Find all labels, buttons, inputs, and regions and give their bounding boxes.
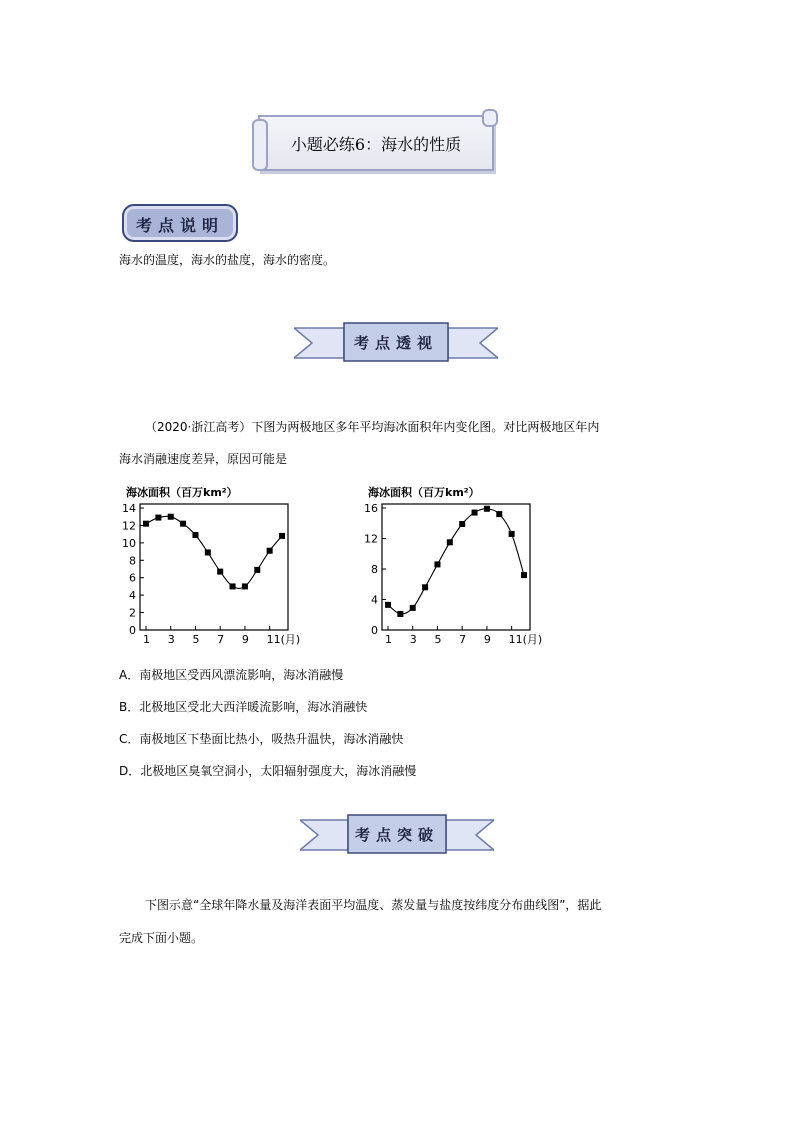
data-point <box>472 510 478 516</box>
chart1-south <box>108 498 308 648</box>
chart1-ylabel: 海冰面积（百万km²） <box>126 486 238 499</box>
explain-text: 海水的温度，海水的盐度，海水的密度。 <box>119 253 336 267</box>
breakthrough-line-1: 下图示意“全球年降水量及海洋表面平均温度、蒸发量与盐度按纬度分布曲线图”，据此 <box>145 898 602 912</box>
series-line <box>146 516 282 588</box>
explain-badge-label: 考点说明 <box>135 216 224 235</box>
breakthrough-banner-label: 考点突破 <box>354 826 439 844</box>
x-tick-label: 11(月) <box>508 633 543 646</box>
data-point <box>155 515 161 521</box>
data-point <box>217 569 223 575</box>
y-tick-label: 12 <box>364 532 378 546</box>
scroll-curl-right <box>482 109 498 127</box>
question-line-2: 海水消融速度差异，原因可能是 <box>119 452 288 466</box>
x-tick-label: 5 <box>192 633 200 646</box>
data-point <box>422 584 428 590</box>
insight-banner <box>294 322 498 364</box>
y-tick-label: 6 <box>129 571 136 585</box>
x-tick-label: 3 <box>167 633 175 646</box>
data-point <box>496 511 502 517</box>
y-tick-label: 4 <box>129 589 136 603</box>
option-c: C．南极地区下垫面比热小，吸热升温快，海冰消融快 <box>119 732 404 746</box>
chart2-north <box>350 498 550 648</box>
x-tick-label: 1 <box>385 633 392 646</box>
y-tick-label: 0 <box>129 624 136 637</box>
data-point <box>192 532 198 538</box>
data-point <box>459 521 465 527</box>
series-line <box>388 509 524 614</box>
data-point <box>509 531 515 537</box>
data-point <box>484 506 490 512</box>
explain-badge <box>122 204 238 242</box>
data-point <box>397 611 403 617</box>
x-tick-label: 7 <box>459 633 467 646</box>
option-d: D．北极地区臭氧空洞小，太阳辐射强度大，海冰消融慢 <box>119 764 417 778</box>
y-tick-label: 14 <box>122 502 136 515</box>
data-point <box>385 602 391 608</box>
x-tick-label: 11(月) <box>266 633 301 646</box>
data-point <box>279 533 285 539</box>
insight-banner-label: 考点透视 <box>353 334 438 352</box>
x-tick-label: 7 <box>217 633 225 646</box>
data-point <box>143 521 149 527</box>
data-point <box>447 539 453 545</box>
y-tick-label: 8 <box>129 554 136 568</box>
y-tick-label: 12 <box>122 519 136 533</box>
data-point <box>267 548 273 554</box>
y-tick-label: 0 <box>371 624 378 637</box>
y-tick-label: 2 <box>129 606 136 620</box>
y-tick-label: 16 <box>364 502 378 515</box>
data-point <box>180 521 186 527</box>
data-point <box>254 567 260 573</box>
page-title: 小题必练6：海水的性质 <box>290 135 462 154</box>
title-scroll <box>258 115 494 171</box>
question-line-1: （2020·浙江高考）下图为两极地区多年平均海冰面积年内变化图。对比两极地区年内 <box>145 420 600 434</box>
data-point <box>242 583 248 589</box>
data-point <box>521 572 527 578</box>
data-point <box>205 549 211 555</box>
plot-frame <box>382 504 530 630</box>
data-point <box>168 514 174 520</box>
data-point <box>410 605 416 611</box>
x-tick-label: 5 <box>434 633 442 646</box>
breakthrough-banner <box>300 814 494 856</box>
y-tick-label: 4 <box>371 593 378 607</box>
data-point <box>434 561 440 567</box>
chart2-ylabel: 海冰面积（百万km²） <box>368 486 480 499</box>
x-tick-label: 9 <box>483 633 491 646</box>
option-b: B．北极地区受北大西洋暖流影响，海冰消融快 <box>119 700 368 714</box>
data-point <box>230 583 236 589</box>
x-tick-label: 3 <box>409 633 417 646</box>
option-a: A．南极地区受西风漂流影响，海冰消融慢 <box>119 668 344 682</box>
x-tick-label: 9 <box>241 633 249 646</box>
breakthrough-line-2: 完成下面小题。 <box>119 931 204 945</box>
x-tick-label: 1 <box>143 633 150 646</box>
y-tick-label: 8 <box>371 563 378 576</box>
plot-frame <box>140 504 288 630</box>
y-tick-label: 10 <box>122 536 136 550</box>
